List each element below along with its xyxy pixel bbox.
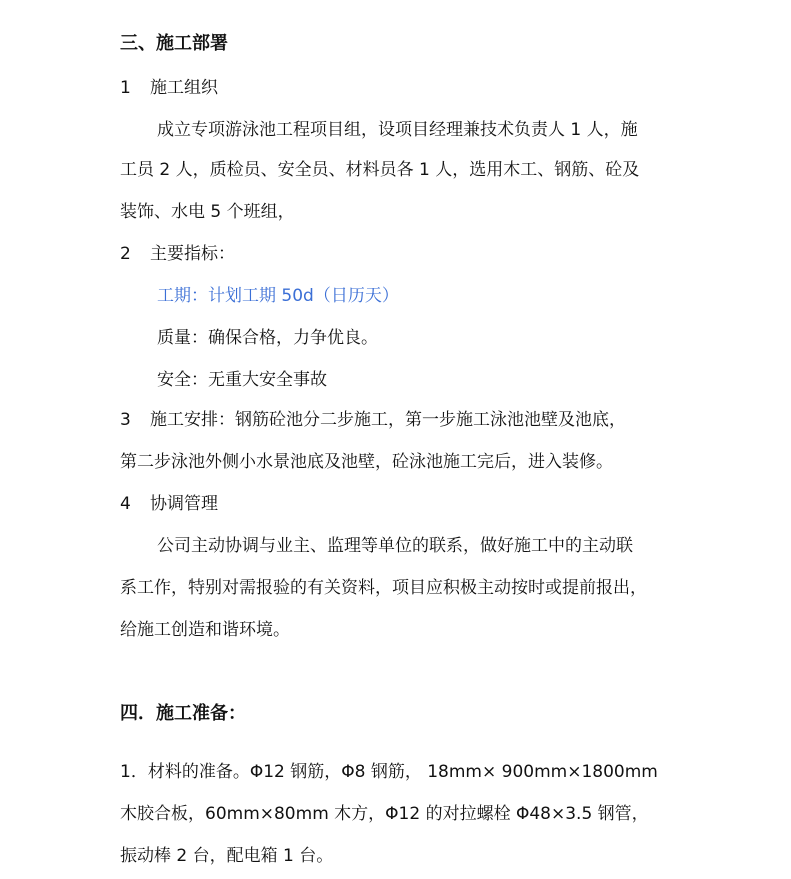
section-3-heading: 三、施工部署 bbox=[120, 33, 228, 54]
materials-line: 木胶合板，60mm×80mm 木方，Φ12 的对拉螺栓 Φ48×3.5 钢管， bbox=[120, 804, 649, 824]
paragraph-line: 第二步泳池外侧小水景池底及池壁，砼泳池施工完后，进入装修。 bbox=[120, 452, 613, 472]
safety-line: 安全：无重大安全事故 bbox=[157, 370, 327, 390]
item-3-line bbox=[120, 408, 626, 432]
quality-line: 质量：确保合格，力争优良。 bbox=[157, 328, 378, 348]
item-1-number: 1 bbox=[120, 78, 131, 98]
paragraph-line: 装饰、水电 5 个班组， bbox=[120, 202, 295, 222]
paragraph-line: 工员 2 人，质检员、安全员、材料员各 1 人，选用木工、钢筋、砼及 bbox=[120, 160, 640, 180]
materials-line: 1．材料的准备。Φ12 钢筋，Φ8 钢筋， 18mm× 900mm×1800mm bbox=[120, 762, 658, 782]
paragraph-line: 公司主动协调与业主、监理等单位的联系，做好施工中的主动联 bbox=[157, 536, 633, 556]
item-1-title: 施工组织 bbox=[150, 78, 218, 98]
item-4-number: 4 bbox=[120, 494, 131, 514]
item-2-number: 2 bbox=[120, 244, 131, 264]
item-4-title: 协调管理 bbox=[150, 494, 218, 514]
paragraph-line: 成立专项游泳池工程项目组，设项目经理兼技术负责人 1 人，施 bbox=[157, 120, 638, 140]
materials-line: 振动棒 2 台，配电箱 1 台。 bbox=[120, 846, 334, 866]
item-2-header bbox=[120, 242, 235, 266]
item-3-text: 施工安排：钢筋砼池分二步施工，第一步施工泳池池壁及池底， bbox=[150, 410, 626, 430]
paragraph-line: 给施工创造和谐环境。 bbox=[120, 620, 290, 640]
item-3-number: 3 bbox=[120, 410, 131, 430]
schedule-line: 工期：计划工期 50d（日历天） bbox=[157, 286, 399, 306]
item-2-title: 主要指标： bbox=[150, 244, 235, 264]
item-4-header bbox=[120, 492, 218, 516]
item-1-header bbox=[120, 76, 218, 100]
paragraph-line: 系工作，特别对需报验的有关资料，项目应积极主动按时或提前报出， bbox=[120, 578, 647, 598]
section-4-heading: 四．施工准备： bbox=[120, 703, 246, 724]
